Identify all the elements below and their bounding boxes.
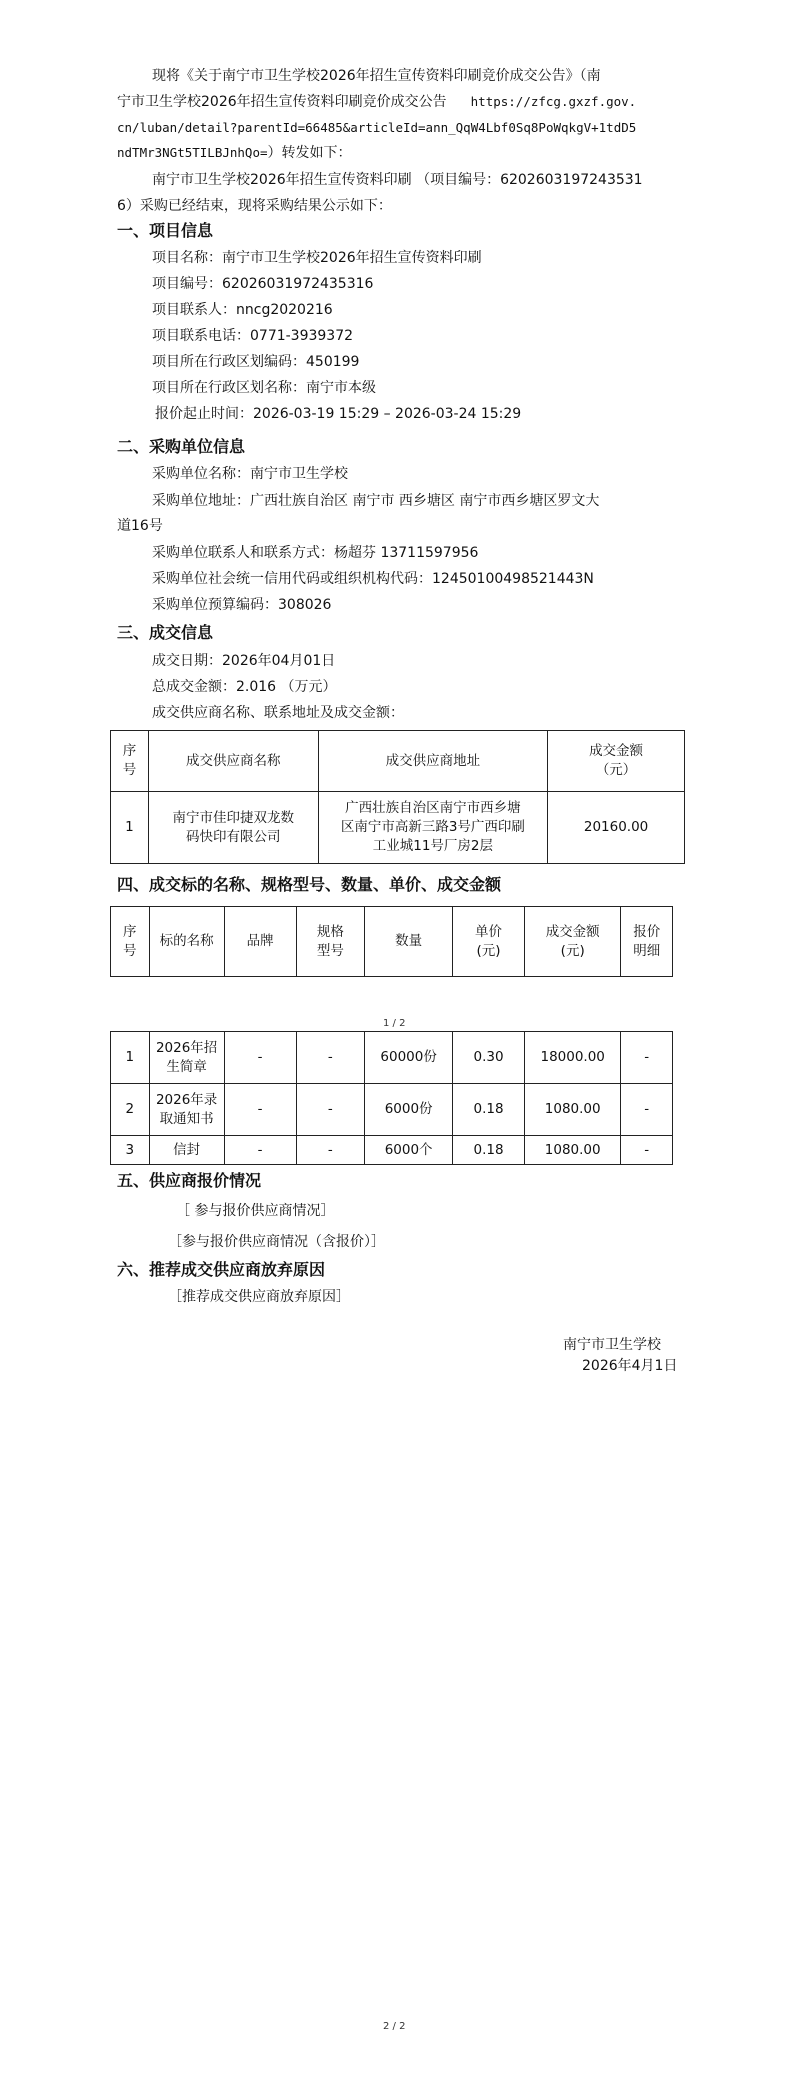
quote-suppliers-link[interactable]: ［ 参与报价供应商情况］ bbox=[176, 1203, 335, 1219]
item-no: 1 bbox=[111, 1032, 150, 1084]
section-3-heading: 三、成交信息 bbox=[117, 623, 214, 642]
table-row bbox=[111, 1032, 673, 1084]
intro-result-line: 6）采购已经结束，现将采购结果公示如下： bbox=[117, 198, 392, 214]
supplier-name: 南宁市佳印捷双龙数 码快印有限公司 bbox=[148, 792, 318, 864]
row-no: 1 bbox=[111, 792, 149, 864]
project-name: 项目名称：南宁市卫生学校2026年招生宣传资料印刷 bbox=[152, 250, 482, 266]
region-name: 项目所在行政区划名称：南宁市本级 bbox=[152, 380, 376, 396]
item-name: 2026年招 生简章 bbox=[149, 1032, 224, 1084]
item-spec: - bbox=[296, 1136, 365, 1165]
announcement-link-part-2[interactable]: cn/luban/detail?parentId=66485&articleId=ann_QqW4Lbf0Sq8PoWqkgV+1tdD5 bbox=[117, 120, 637, 135]
items-table-body bbox=[110, 1031, 673, 1165]
table-row bbox=[111, 1084, 673, 1136]
item-qty: 6000个 bbox=[365, 1136, 453, 1165]
purchaser-address-line-1: 采购单位地址：广西壮族自治区 南宁市 西乡塘区 南宁市西乡塘区罗文大 bbox=[152, 493, 600, 509]
purchaser-name: 采购单位名称：南宁市卫生学校 bbox=[152, 466, 348, 482]
item-brand: - bbox=[224, 1084, 296, 1136]
supplier-table bbox=[110, 730, 685, 864]
section-1-heading: 一、项目信息 bbox=[117, 221, 214, 240]
item-name: 信封 bbox=[149, 1136, 224, 1165]
col-qty: 数量 bbox=[365, 907, 453, 977]
item-detail: - bbox=[621, 1084, 673, 1136]
header-supplier-address: 成交供应商地址 bbox=[318, 731, 548, 792]
intro-line-4 bbox=[117, 143, 352, 163]
item-detail: - bbox=[621, 1032, 673, 1084]
supplier-amount: 20160.00 bbox=[548, 792, 685, 864]
project-contact: 项目联系人：nncg2020216 bbox=[152, 302, 333, 318]
header-no: 序 号 bbox=[111, 731, 149, 792]
page-marker-1: 1 / 2 bbox=[383, 1018, 406, 1029]
item-no: 2 bbox=[111, 1084, 150, 1136]
intro-project-line: 南宁市卫生学校2026年招生宣传资料印刷 （项目编号：6202603197243531 bbox=[152, 172, 643, 188]
item-amount: 1080.00 bbox=[524, 1136, 621, 1165]
col-unit-price: 单价 (元) bbox=[453, 907, 525, 977]
item-qty: 60000份 bbox=[365, 1032, 453, 1084]
supplier-table-header bbox=[111, 731, 685, 792]
purchaser-credit-code: 采购单位社会统一信用代码或组织机构代码：12450100498521443N bbox=[152, 571, 594, 587]
table-row bbox=[111, 792, 685, 864]
page-number: 2 / 2 bbox=[383, 2021, 406, 2032]
region-code: 项目所在行政区划编码：450199 bbox=[152, 354, 360, 370]
quote-suppliers-with-price-link[interactable]: ［参与报价供应商情况（含报价）］ bbox=[168, 1234, 385, 1250]
item-name: 2026年录 取通知书 bbox=[149, 1084, 224, 1136]
deal-total: 总成交金额：2.016 （万元） bbox=[152, 679, 337, 695]
item-amount: 1080.00 bbox=[524, 1084, 621, 1136]
item-brand: - bbox=[224, 1136, 296, 1165]
item-qty: 6000份 bbox=[365, 1084, 453, 1136]
item-no: 3 bbox=[111, 1136, 150, 1165]
intro-title-text: 宁市卫生学校2026年招生宣传资料印刷竞价成交公告 bbox=[117, 94, 447, 110]
section-6-heading: 六、推荐成交供应商放弃原因 bbox=[117, 1260, 326, 1279]
items-table-header bbox=[110, 906, 673, 977]
forward-text: ）转发如下： bbox=[267, 145, 352, 161]
section-2-heading: 二、采购单位信息 bbox=[117, 437, 246, 456]
section-4-heading: 四、成交标的名称、规格型号、数量、单价、成交金额 bbox=[117, 875, 502, 894]
col-no: 序 号 bbox=[111, 907, 150, 977]
project-number: 项目编号：62026031972435316 bbox=[152, 276, 374, 292]
item-brand: - bbox=[224, 1032, 296, 1084]
section-5-heading: 五、供应商报价情况 bbox=[117, 1171, 262, 1190]
item-amount: 18000.00 bbox=[524, 1032, 621, 1084]
project-phone: 项目联系电话：0771-3939372 bbox=[152, 328, 354, 344]
col-brand: 品牌 bbox=[224, 907, 296, 977]
header-amount: 成交金额 （元） bbox=[548, 731, 685, 792]
col-amount: 成交金额 (元) bbox=[524, 907, 621, 977]
table-row bbox=[111, 1136, 673, 1165]
item-price: 0.18 bbox=[453, 1084, 525, 1136]
item-price: 0.30 bbox=[453, 1032, 525, 1084]
announcement-link-part-3[interactable]: ndTMr3NGt5TILBJnhQo= bbox=[117, 145, 268, 160]
signature-date: 2026年4月1日 bbox=[582, 1358, 678, 1374]
abandon-reason-link[interactable]: ［推荐成交供应商放弃原因］ bbox=[168, 1289, 350, 1305]
item-spec: - bbox=[296, 1084, 365, 1136]
item-price: 0.18 bbox=[453, 1136, 525, 1165]
item-detail: - bbox=[621, 1136, 673, 1165]
supplier-caption: 成交供应商名称、联系地址及成交金额： bbox=[152, 705, 404, 721]
header-supplier-name: 成交供应商名称 bbox=[148, 731, 318, 792]
purchaser-address-line-2: 道16号 bbox=[117, 518, 163, 534]
deal-date: 成交日期：2026年04月01日 bbox=[152, 653, 336, 669]
quote-period: 报价起止时间：2026-03-19 15:29 – 2026-03-24 15:29 bbox=[155, 406, 522, 422]
purchaser-budget-code: 采购单位预算编码：308026 bbox=[152, 597, 332, 613]
announcement-link-part-1[interactable]: https://zfcg.gxzf.gov. bbox=[470, 94, 637, 109]
col-item-name: 标的名称 bbox=[149, 907, 224, 977]
intro-line-2 bbox=[117, 92, 636, 112]
signature-org: 南宁市卫生学校 bbox=[563, 1337, 661, 1353]
item-spec: - bbox=[296, 1032, 365, 1084]
supplier-address: 广西壮族自治区南宁市西乡塘 区南宁市高新三路3号广西印刷 工业城11号厂房2层 bbox=[318, 792, 548, 864]
col-detail: 报价 明细 bbox=[621, 907, 673, 977]
col-spec: 规格 型号 bbox=[296, 907, 365, 977]
purchaser-contact: 采购单位联系人和联系方式：杨超芬 13711597956 bbox=[152, 545, 479, 561]
intro-line-1: 现将《关于南宁市卫生学校2026年招生宣传资料印刷竞价成交公告》（南 bbox=[152, 68, 601, 84]
